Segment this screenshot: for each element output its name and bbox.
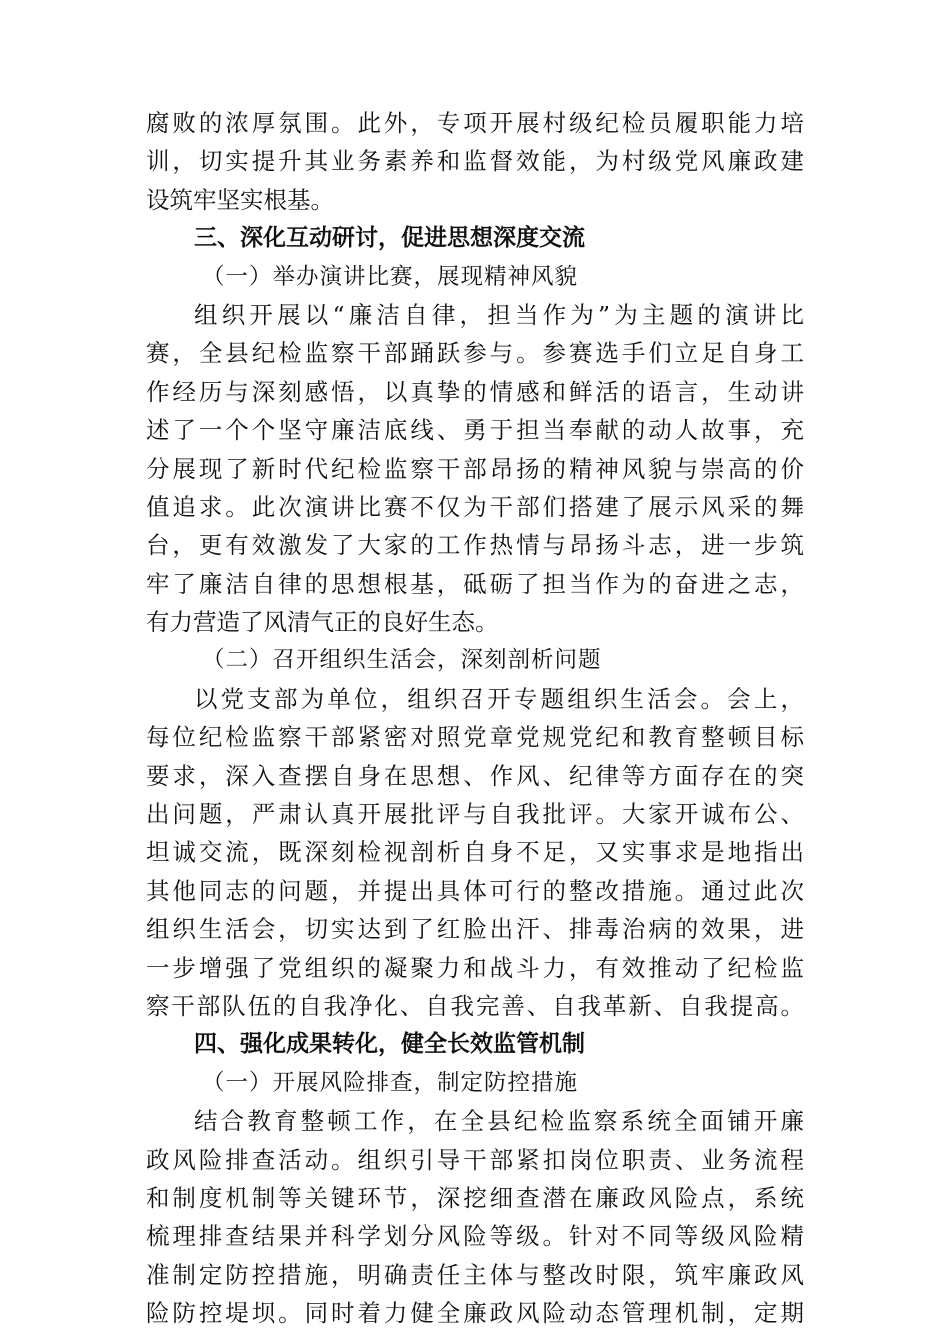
- paragraph-line: 和制度机制等关键环节，深挖细查潜在廉政风险点，系统: [146, 1183, 804, 1212]
- paragraph-line: 察干部队伍的自我净化、自我完善、自我革新、自我提高。: [146, 991, 804, 1020]
- section-4-heading: 四、强化成果转化，健全长效监管机制: [194, 1031, 585, 1058]
- paragraph-line: 其他同志的问题，并提出具体可行的整改措施。通过此次: [146, 876, 804, 905]
- paragraph-line: 台，更有效激发了大家的工作热情与昂扬斗志，进一步筑: [146, 531, 804, 560]
- section-4-1-heading: （一）开展风险排查，制定防控措施: [202, 1069, 579, 1096]
- paragraph-line: 出问题，严肃认真开展批评与自我批评。大家开诚布公、: [146, 800, 804, 829]
- intro-paragraph: [146, 104, 804, 219]
- paragraph-line: 赛，全县纪检监察干部踊跃参与。参赛选手们立足自身工: [146, 339, 804, 368]
- section-3-2-heading: （二）召开组织生活会，深刻剖析问题: [202, 647, 602, 674]
- paragraph-line: 腐败的浓厚氛围。此外，专项开展村级纪检员履职能力培: [146, 109, 804, 137]
- paragraph-line: 要求，深入查摆自身在思想、作风、纪律等方面存在的突: [146, 761, 804, 790]
- paragraph-line: 准制定防控措施，明确责任主体与整改时限，筑牢廉政风: [146, 1260, 804, 1289]
- paragraph-line: 一步增强了党组织的凝聚力和战斗力，有效推动了纪检监: [146, 953, 804, 982]
- paragraph-line: 牢了廉洁自律的思想根基，砥砺了担当作为的奋进之志，: [146, 569, 804, 598]
- paragraph-line: 分展现了新时代纪检监察干部昂扬的精神风貌与崇高的价: [146, 454, 804, 483]
- section-3-1-paragraph: [146, 296, 804, 642]
- paragraph-line: 作经历与深刻感悟，以真挚的情感和鲜活的语言，生动讲: [146, 377, 804, 406]
- paragraph-line: 有力营造了风清气正的良好生态。: [146, 608, 499, 637]
- section-4-1-paragraph: [146, 1102, 804, 1332]
- section-3-heading: 三、深化互动研讨，促进思想深度交流: [194, 225, 585, 252]
- paragraph-line: 梳理排查结果并科学划分风险等级。针对不同等级风险精: [146, 1222, 804, 1251]
- paragraph-line: 值追求。此次演讲比赛不仅为干部们搭建了展示风采的舞: [146, 492, 804, 521]
- paragraph-line: 政风险排查活动。组织引导干部紧扣岗位职责、业务流程: [146, 1145, 804, 1174]
- paragraph-line: 结合教育整顿工作，在全县纪检监察系统全面铺开廉: [194, 1107, 804, 1136]
- document-page: [146, 104, 804, 1333]
- section-3-1-heading: （一）举办演讲比赛，展现精神风貌: [202, 263, 579, 290]
- paragraph-line: 组织开展以“廉洁自律，担当作为”为主题的演讲比: [194, 300, 804, 329]
- paragraph-line: 以党支部为单位，组织召开专题组织生活会。会上，: [194, 684, 804, 713]
- paragraph-line: 训，切实提升其业务素养和监督效能，为村级党风廉政建: [146, 147, 804, 176]
- paragraph-line: 每位纪检监察干部紧密对照党章党规党纪和教育整顿目标: [146, 723, 804, 752]
- section-3-2-paragraph: [146, 680, 804, 1026]
- paragraph-line: 组织生活会，切实达到了红脸出汗、排毒治病的效果，进: [146, 915, 804, 944]
- paragraph-line: 险防控堤坝。同时着力健全廉政风险动态管理机制，定期: [146, 1299, 804, 1328]
- paragraph-line: 坦诚交流，既深刻检视剖析自身不足，又实事求是地指出: [146, 838, 804, 867]
- paragraph-line: 述了一个个坚守廉洁底线、勇于担当奉献的动人故事，充: [146, 416, 804, 445]
- paragraph-line: 设筑牢坚实根基。: [146, 185, 334, 214]
